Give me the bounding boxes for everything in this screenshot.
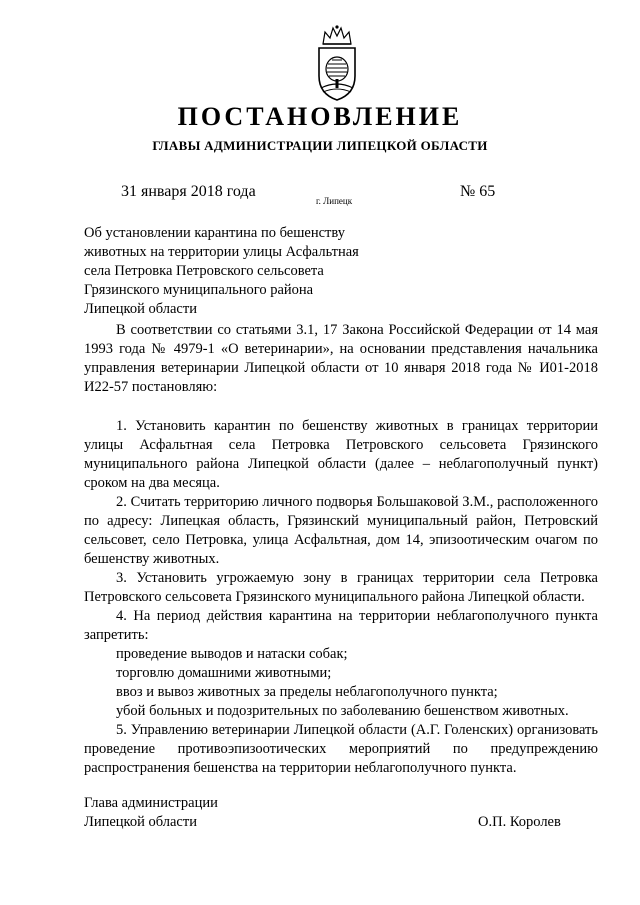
document-subtitle: ГЛАВЫ АДМИНИСТРАЦИИ ЛИПЕЦКОЙ ОБЛАСТИ <box>152 138 488 153</box>
prohibition-item: торговлю домашними животными; <box>116 665 332 681</box>
signature-name: О.П. Королев <box>478 814 561 830</box>
resolution-body <box>84 321 598 778</box>
document-date: 31 января 2018 года <box>121 183 256 200</box>
document-number: № 65 <box>460 183 496 200</box>
item-3: 3. Установить угрожаемую зону в границах территории села Петровка Петровского сельсовета Грязинского муниципального района Липецкой области. <box>84 570 598 605</box>
item-5: 5. Управлению ветеринарии Липецкой области (А.Г. Голенских) организовать проведение противоэпизоотических мероприятий по предупреждению распространения бешенства на территории неблагополучного пункта. <box>84 722 598 776</box>
heading-line: Грязинского муниципального района <box>84 282 314 298</box>
heading-line: Липецкой области <box>84 301 197 317</box>
document-place: г. Липецк <box>316 196 353 206</box>
heading-line: села Петровка Петровского сельсовета <box>84 263 324 279</box>
signature-position <box>84 794 218 832</box>
item-1: 1. Установить карантин по бешенству животных в границах территории улицы Асфальтная села Петровка Петровского сельсовета Грязинского муниципального района Липецкой области (далее – неблагополучный пункт) сроком на два месяца. <box>84 418 598 491</box>
prohibition-item: убой больных и подозрительных по заболеванию бешенством животных. <box>116 703 569 719</box>
item-2: 2. Считать территорию личного подворья Большаковой З.М., расположенного по адресу: Липецкая область, Грязинский муниципальный район, Петровский сельсовет, село Петровка, улица Асфальтная, дом 14, эпизоотическим очагом по бешенству животных. <box>84 494 598 567</box>
preamble-paragraph: В соответствии со статьями 3.1, 17 Закона Российской Федерации от 14 мая 1993 года № 4979-1 «О ветеринарии», на основании представления начальника управления ветеринарии Липецкой области от 10 января 2018 года № И01-2018 И22-57 постановляю: <box>84 322 598 395</box>
signature-line-2: Липецкой области <box>84 814 197 830</box>
prohibition-item: проведение выводов и натаски собак; <box>116 646 348 662</box>
lipetsk-coat-of-arms-icon <box>313 24 361 102</box>
heading-line: Об установлении карантина по бешенству <box>84 225 345 241</box>
heading-line: животных на территории улицы Асфальтная <box>84 244 359 260</box>
signature-line-1: Глава администрации <box>84 795 218 811</box>
document-title: ПОСТАНОВЛЕНИЕ <box>177 102 463 131</box>
resolution-heading <box>84 224 404 319</box>
item-4: 4. На период действия карантина на территории неблагополучного пункта запретить: <box>84 608 598 643</box>
prohibition-item: ввоз и вывоз животных за пределы неблагополучного пункта; <box>116 684 498 700</box>
